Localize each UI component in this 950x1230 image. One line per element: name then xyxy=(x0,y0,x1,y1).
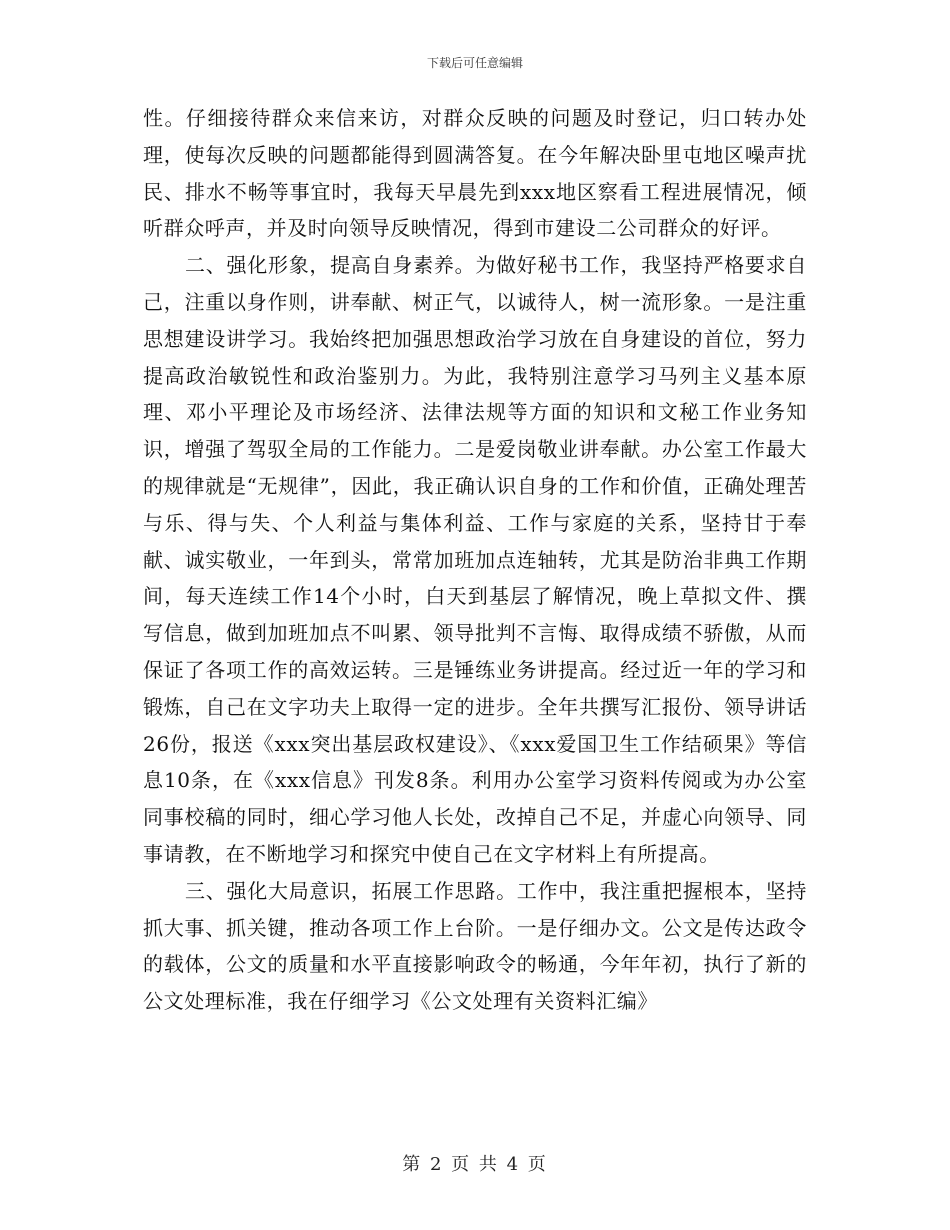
paragraph-section-three: 三、强化大局意识，拓展工作思路。工作中，我注重把握根本，坚持抓大事、抓关键，推动各项工作上台阶。一是仔细办文。公文是传达政令的载体，公文的质量和水平直接影响政令的畅通，今年年初，执行了新的公文处理标准，我在仔细学习《公文处理有关资料汇编》 xyxy=(143,878,807,1014)
page-number-footer: 第 2 页 共 4 页 xyxy=(402,1154,548,1175)
paragraph-section-two: 二、强化形象，提高自身素养。为做好秘书工作，我坚持严格要求自己，注重以身作则，讲奉献、树正气，以诚待人，树一流形象。一是注重思想建设讲学习。我始终把加强思想政治学习放在自身建设的首位，努力提高政治敏锐性和政治鉴别力。为此，我特别注意学习马列主义基本原理、邓小平理论及市场经济、法律法规等方面的知识和文秘工作业务知识，增强了驾驭全局的工作能力。二是爱岗敬业讲奉献。办公室工作最大的规律就是“无规律”，因此，我正确认识自身的工作和价值，正确处理苦与乐、得与失、个人利益与集体利益、工作与家庭的关系，坚持甘于奉献、诚实敬业，一年到头，常常加班加点连轴转，尤其是防治非典工作期间，每天连续工作14个小时，白天到基层了解情况，晚上草拟文件、撰写信息，做到加班加点不叫累、领导批判不言悔、取得成绩不骄傲，从而保证了各项工作的高效运转。三是锤练业务讲提高。经过近一年的学习和锻炼，自己在文字功夫上取得一定的进步。全年共撰写汇报份、领导讲话26份，报送《xxx突出基层政权建设》、《xxx爱国卫生工作结硕果》等信息10条，在《xxx信息》刊发8条。利用办公室学习资料传阅或为办公室同事校稿的同时，细心学习他人长处，改掉自己不足，并虚心向领导、同事请教，在不断地学习和探究中使自己在文字材料上有所提高。 xyxy=(143,253,807,866)
paragraph-continuation: 性。仔细接待群众来信来访，对群众反映的问题及时登记，归口转办处理，使每次反映的问题都能得到圆满答复。在今年解决卧里屯地区噪声扰民、排水不畅等事宜时，我每天早晨先到xxx地区察看工程进展情况，倾听群众呼声，并及时向领导反映情况，得到市建设二公司群众的好评。 xyxy=(143,106,807,241)
page-header: 下载后可任意编辑 xyxy=(426,56,523,70)
document-body xyxy=(143,100,807,1020)
